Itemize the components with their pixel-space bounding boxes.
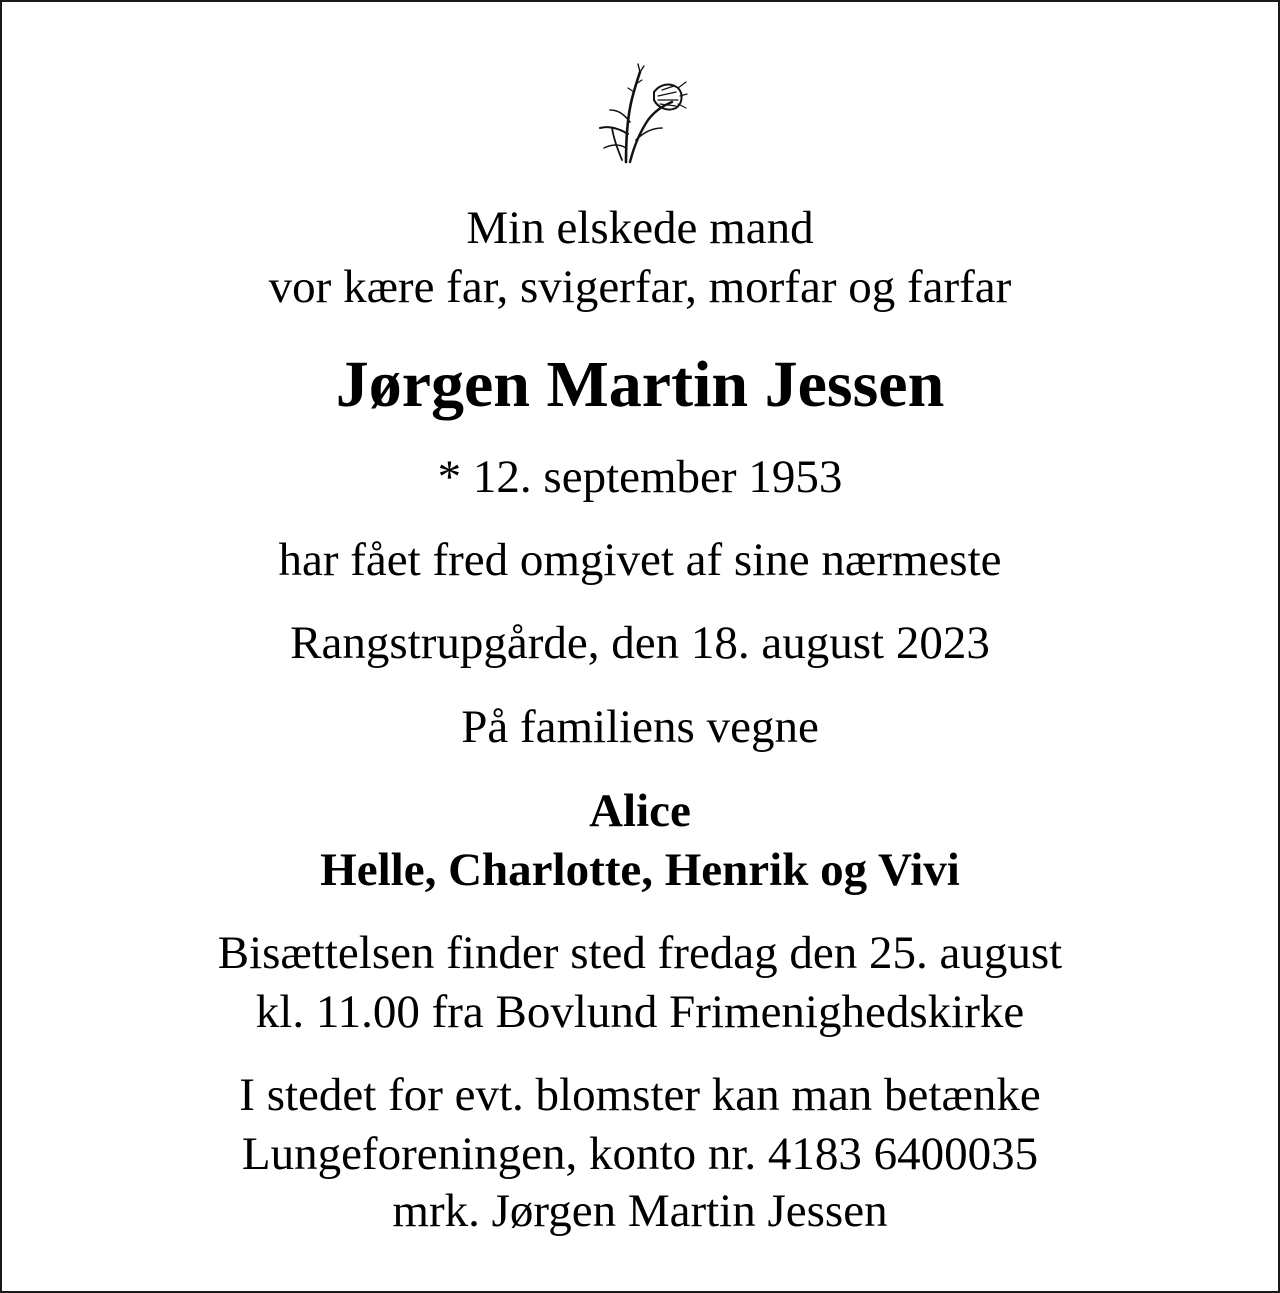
on-behalf-text: På familiens vegne: [461, 701, 819, 753]
death-message: har fået fred omgivet af sine nærmeste: [278, 534, 1002, 586]
donation-line-2: Lungeforeningen, konto nr. 4183 6400035: [241, 1128, 1039, 1180]
spouse-name: Alice: [589, 785, 691, 837]
birth-date: * 12. september 1953: [437, 451, 843, 503]
donation-line-1: I stedet for evt. blomster kan man betænke: [239, 1069, 1041, 1121]
donation-line-3: mrk. Jørgen Martin Jessen: [392, 1185, 888, 1237]
obituary-notice: [2, 2, 1278, 1291]
funeral-line-2: kl. 11.00 fra Bovlund Frimenighedskirke: [255, 986, 1025, 1038]
deceased-name: Jørgen Martin Jessen: [335, 348, 945, 421]
funeral-line-1: Bisættelsen finder sted fredag den 25. august: [217, 927, 1063, 979]
intro-line-2: vor kære far, svigerfar, morfar og farfar: [268, 261, 1012, 313]
intro-line-1: Min elskede mand: [466, 202, 814, 254]
place-and-date: Rangstrupgårde, den 18. august 2023: [290, 617, 990, 669]
wheat-stalk-icon: [596, 62, 688, 166]
children-names: Helle, Charlotte, Henrik og Vivi: [320, 844, 960, 896]
